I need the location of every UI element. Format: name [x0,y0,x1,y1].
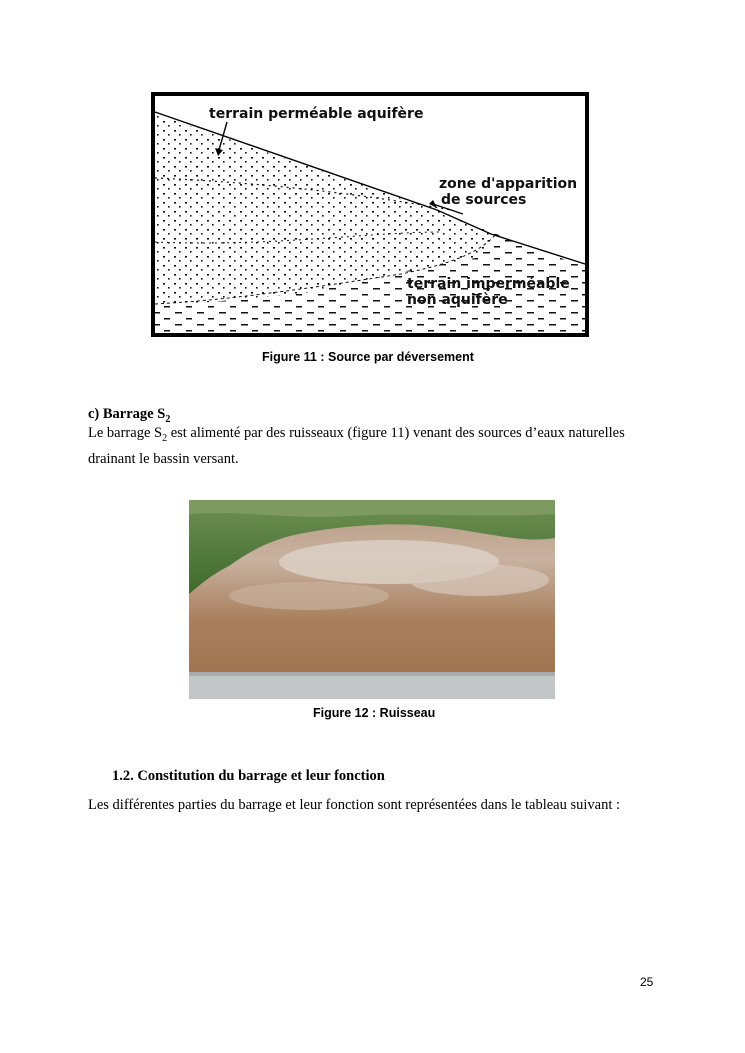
figure-11-caption: Figure 11 : Source par déversement [262,350,474,364]
page-number: 25 [640,975,654,989]
label-source-zone-line1: zone d'apparition [439,176,578,192]
label-impermeable-line2: non aquifère [407,292,508,308]
label-source-zone-line2: de sources [441,192,527,208]
section-1-2-paragraph: Les différentes parties du barrage et leur fonction sont représentées dans le tableau suivant : [88,797,621,813]
figure-11-diagram [151,92,589,337]
label-permeable-aquifer: terrain perméable aquifère [209,106,424,122]
label-impermeable-line1: terrain imperméable [407,276,570,292]
section-c-heading: c) Barrage $S_2$ [88,406,171,425]
section-1-2-heading: 1.2. Constitution du barrage et leur fonction [112,768,385,784]
figure-12-caption: Figure 12 : Ruisseau [313,706,436,720]
section-c-paragraph: Le barrage $S_2$ est alimenté par des ruisseaux (figure 11) venant des sources d’eaux naturelles drainant le bassin versant. [88,425,625,467]
figure-12-photo [189,500,555,699]
